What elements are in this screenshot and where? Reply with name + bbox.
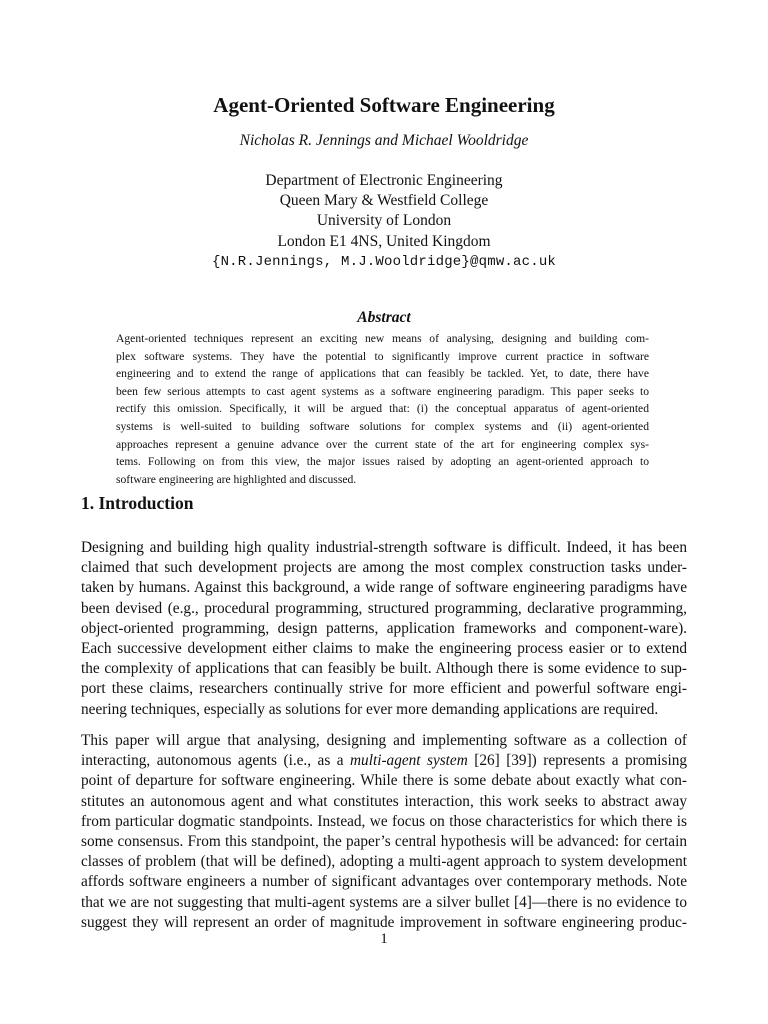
paragraph-line: that we are not suggesting that multi-agent systems are a silver bullet [4]—there is no evidence to: [81, 893, 687, 911]
abstract-heading: Abstract: [357, 309, 411, 326]
abstract-line: tems. Following on from this view, the major issues raised by adopting an agent-oriented approach to: [116, 455, 649, 469]
paragraph-text: [26] [39]) represents a promising: [467, 752, 687, 770]
paragraph-line: some consensus. From this standpoint, the paper’s central hypothesis will be advanced: for certain: [81, 833, 687, 851]
abstract-line: software engineering are highlighted and discussed.: [116, 472, 357, 486]
page-number: 1: [380, 931, 388, 947]
paragraph-line: from particular dogmatic standpoints. Instead, we focus on those characteristics for which there is: [81, 812, 687, 830]
paragraph-line: been devised (e.g., procedural programming, structured programming, declarative programming,: [81, 599, 687, 617]
paper-title: Agent-Oriented Software Engineering: [213, 93, 555, 117]
abstract-line: rectify this omission. Specifically, it will be argued that: (i) the conceptual apparatus of agent-oriented: [116, 402, 649, 416]
paragraph-line: object-oriented programming, design patterns, application frameworks and component-ware).: [81, 619, 687, 637]
paragraph-line: This paper will argue that analysing, designing and implementing software as a collection of: [81, 732, 687, 749]
paragraph-line: classes of problem (that will be defined), adopting a multi-agent approach to system development: [81, 853, 687, 871]
abstract-line: approaches represent a genuine advance over the current state of the art for engineering complex sys-: [116, 437, 649, 451]
emphasized-term: multi-agent system: [350, 752, 468, 770]
affiliation-line: Queen Mary & Westfield College: [279, 192, 489, 210]
paragraph-line: Designing and building high quality industrial-strength software is difficult. Indeed, it has been: [81, 539, 687, 556]
paper-authors: Nicholas R. Jennings and Michael Wooldridge: [239, 132, 529, 149]
paragraph-line: point of departure for software engineering. While there is some debate about exactly what con-: [81, 772, 687, 790]
paragraph-line: affords software engineers a number of significant advantages over contemporary methods. Note: [81, 873, 687, 891]
paragraph-line: taken by humans. Against this background, a wide range of software engineering paradigms have: [81, 579, 687, 597]
affiliation-line: London E1 4NS, United Kingdom: [277, 232, 491, 250]
abstract-line: plex software systems. They have the potential to significantly improve current practice in software: [116, 349, 649, 363]
paragraph-line: Each successive development either claims to make the engineering process easier or to extend: [81, 640, 687, 658]
abstract-line: systems is well-suited to building software solutions for complex systems and (ii) agent-oriented: [116, 419, 649, 433]
paragraph-line: neering techniques, especially as solutions for ever more demanding applications are required.: [81, 700, 659, 718]
paragraph-line: port these claims, researchers continually strive for more efficient and powerful software engi-: [81, 680, 687, 698]
abstract-line: engineering and to extend the range of applications that can feasibly be tackled. Yet, to date, there have: [116, 367, 649, 381]
paragraph-line: suggest they will represent an order of magnitude improvement in software engineering produc-: [81, 913, 687, 931]
author-email: {N.R.Jennings, M.J.Wooldridge}@qmw.ac.uk: [211, 253, 557, 270]
affiliation-line: Department of Electronic Engineering: [265, 172, 503, 189]
abstract-line: been few serious attempts to cast agent systems as a software engineering paradigm. This paper seeks to: [116, 384, 649, 398]
paragraph-text: interacting, autonomous agents (i.e., as a: [81, 752, 350, 770]
paragraph-line: claimed that such development projects are among the most complex construction tasks under-: [81, 559, 687, 577]
author-affiliation: [0, 171, 768, 272]
introduction-paragraph-2: [81, 731, 687, 933]
introduction-paragraph-1: [81, 538, 687, 720]
paragraph-line: the complexity of applications that can feasibly be built. Although there is some evidence to sup-: [81, 660, 687, 678]
affiliation-line: University of London: [316, 212, 452, 230]
abstract-line: Agent-oriented techniques represent an exciting new means of analysing, designing and building com-: [116, 332, 649, 345]
abstract-body: [116, 330, 649, 488]
paragraph-line: [81, 751, 687, 771]
paragraph-line: stitutes an autonomous agent and what constitutes interaction, this work seeks to abstract away: [81, 792, 687, 810]
section-heading-introduction: 1. Introduction: [81, 493, 194, 513]
